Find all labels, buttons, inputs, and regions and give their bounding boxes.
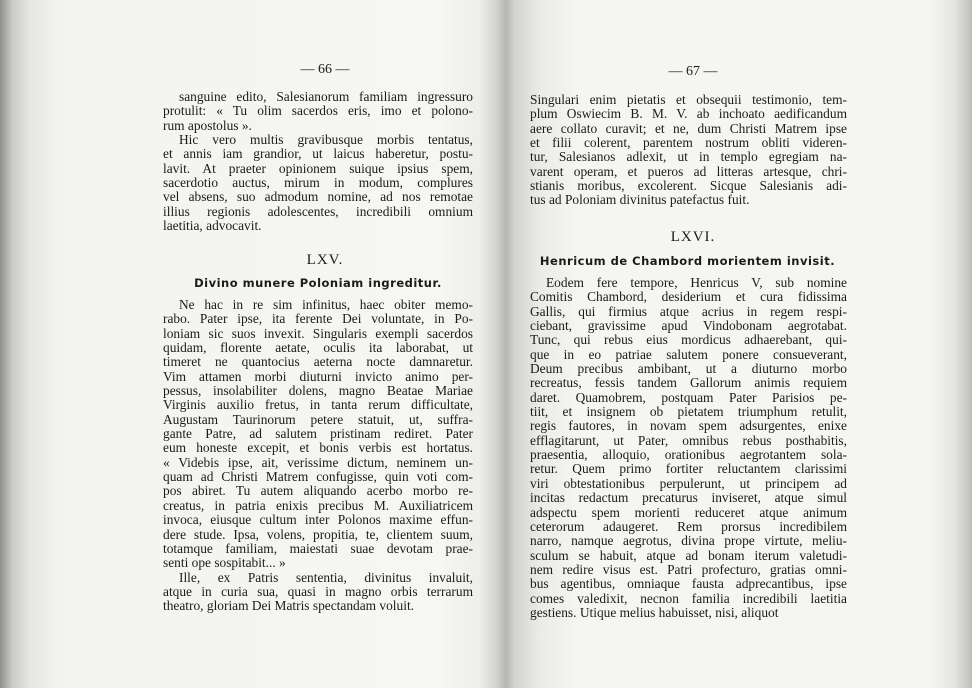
text-line: protulit: « Tu olim sacerdos eris, imo et polono- bbox=[163, 103, 473, 119]
text-line: incitas redactum precaturus inviseret, atque simul bbox=[530, 490, 847, 506]
text-line: tiit, et insignem ob pietatem triumphum retulit, bbox=[530, 404, 847, 420]
text-line: Tunc, qui rebus eius mordicus adhaerebant, qui- bbox=[530, 332, 847, 348]
text-line: rabo. Pater ipse, ita ferente Dei voluntate, in Po- bbox=[163, 311, 473, 327]
text-line: quidam, florente aetate, oculis ita laborabat, ut bbox=[163, 340, 473, 356]
chapter-number: LXVI. bbox=[670, 229, 716, 245]
text-line: pessus, insolabiliter dolens, magno Beatae Mariae bbox=[163, 383, 473, 399]
text-block bbox=[163, 90, 473, 233]
text-line: illius regionis adolescentes, incredibili omnium bbox=[163, 203, 473, 219]
text-line: Gallis, qui firmius atque acrius in regem respi- bbox=[530, 303, 847, 319]
text-line: rum apostolus ». bbox=[163, 117, 252, 133]
text-line: daret. Quamobrem, postquam Pater Parisios pe- bbox=[530, 389, 847, 405]
text-line: stianis moribus, excolerent. Sicque Salesianis adi- bbox=[530, 178, 847, 194]
text-line: regis fautores, in novam spem adsurgentes, enixe bbox=[530, 418, 847, 434]
text-line: Augustam Taurinorum petere statuit, ut, suffra- bbox=[163, 411, 473, 427]
text-line: senti ope sospitabit... » bbox=[163, 555, 286, 571]
text-line: gestiens. Utique melius habuisset, nisi, aliquot bbox=[530, 604, 779, 620]
text-line: dere stude. Ipsa, volens, propitia, te, clientem suum, bbox=[163, 526, 473, 542]
text-line: Ille, ex Patris sententia, divinitus invaluit, bbox=[179, 569, 473, 585]
text-line: vel absens, suo admodum nomine, ad nos remotae bbox=[163, 189, 473, 205]
text-block bbox=[530, 276, 847, 620]
text-line: invoca, eiusque cultum inter Polonos maxime effun- bbox=[163, 512, 473, 528]
text-line: efflagitarunt, ut Pater, omnibus rebus posthabitis, bbox=[530, 432, 847, 448]
text-line: creatus, in patria enixis precibus M. Auxiliatricem bbox=[163, 497, 473, 513]
text-line: Vim attamen morbi diuturni invicto animo per- bbox=[163, 368, 473, 384]
text-line: loniam sic suos invexit. Singularis exempli sacerdos bbox=[163, 325, 473, 341]
text-block bbox=[163, 298, 473, 614]
text-line: retur. Quem primo fortiter reluctantem clarissimi bbox=[530, 461, 847, 477]
text-line: comes valedixit, necnon familia incredibili laetitia bbox=[530, 590, 847, 606]
text-line: sculum se habuit, atque ad bonam iterum valetudi- bbox=[530, 547, 847, 563]
text-line: Ne hac in re sim infinitus, haec obiter memo- bbox=[179, 297, 473, 312]
chapter-title: Divino munere Poloniam ingreditur. bbox=[194, 276, 442, 290]
text-block bbox=[530, 93, 847, 208]
text-line: ciebant, gravissime apud Vindobonam aegrotabat. bbox=[530, 318, 847, 334]
text-line: et filii colerent, parentem nostrum obliti videren- bbox=[530, 135, 847, 151]
text-line: Singulari enim pietatis et obsequii testimonio, tem- bbox=[530, 92, 847, 107]
text-line: laetitia, advocavit. bbox=[163, 218, 262, 234]
text-line: praesentia, alloquio, orationibus aegrotantem sola- bbox=[530, 447, 847, 463]
text-line: quam ad Christi Matrem confugisse, quin voti com- bbox=[163, 469, 473, 485]
text-line: theatro, gloriam Dei Matris spectandam voluit. bbox=[163, 598, 415, 614]
text-line: et annis iam grandior, ut laicus haberetur, postu- bbox=[163, 146, 473, 162]
text-line: atque in curia sua, quasi in magno orbis terrarum bbox=[163, 583, 473, 599]
text-line: eum honeste excepit, et bonis verbis est hortatus. bbox=[163, 440, 473, 456]
page-number: — 66 — bbox=[300, 62, 350, 77]
text-line: adspectu spem morienti reduceret atque animum bbox=[530, 504, 847, 520]
text-line: aere collato curavit; et ne, dum Christi Matrem ipse bbox=[530, 120, 847, 136]
text-line: Virginis auxilio fretus, in tanta rerum difficultate, bbox=[163, 397, 473, 413]
chapter-number: LXV. bbox=[306, 252, 344, 268]
text-line: pos abiret. Tu autem aliquando acerbo morbo re- bbox=[163, 483, 473, 499]
text-line: Deum precibus ambibant, ut a diuturno morbo bbox=[530, 361, 847, 377]
text-line: sacerdotio auctus, mirum in modum, complures bbox=[163, 175, 473, 191]
text-line: lavit. At praeter opinionem suique ipsius spem, bbox=[163, 160, 473, 176]
text-line: bus agentibus, omniaque fausta adprecantibus, ipse bbox=[530, 576, 847, 592]
text-line: Hic vero multis gravibusque morbis tentatus, bbox=[179, 132, 473, 148]
text-line: plum Oswiecim B. M. V. ab inchoato aedificandum bbox=[530, 106, 847, 122]
text-line: narro, namque aegrotus, divina prope virtute, meliu- bbox=[530, 533, 847, 549]
text-line: tur, Salesianos adlexit, ut in templo egregiam na- bbox=[530, 149, 847, 165]
text-line: Eodem fere tempore, Henricus V, sub nomine bbox=[546, 275, 847, 290]
page-number: — 67 — bbox=[668, 64, 718, 79]
text-line: sanguine edito, Salesianorum familiam ingressuro bbox=[179, 89, 473, 104]
text-line: que in eo patriae salutem ponere consueverant, bbox=[530, 346, 847, 362]
text-line: gante Patre, ad salutem pristinam rediret. Pater bbox=[163, 426, 473, 442]
text-line: tus ad Poloniam divinitus patefactus fuit. bbox=[530, 192, 750, 208]
chapter-title: Henricum de Chambord morientem invisit. bbox=[539, 254, 836, 268]
text-line: « Videbis ipse, ait, verissime dictum, neminem un- bbox=[163, 454, 473, 470]
text-line: ceterorum adaugeret. Rem prorsus incredibilem bbox=[530, 518, 847, 534]
text-line: varent operam, et pueros ad litteras artesque, chri- bbox=[530, 163, 847, 179]
text-line: recreatus, fessis tandem Gallorum animis requiem bbox=[530, 375, 847, 391]
page-67 bbox=[505, 0, 972, 688]
text-line: timeret ne quantocius aeterna nocte damnaretur. bbox=[163, 354, 473, 370]
text-line: viri obtestationibus perpulerunt, ut principem ad bbox=[530, 475, 847, 491]
text-line: nem redire visus est. Patri profecturo, gratias omni- bbox=[530, 561, 847, 577]
text-line: totamque familiam, maiestati suae devotam prae- bbox=[163, 540, 473, 556]
text-line: Comitis Chambord, desiderium et cura fidissima bbox=[530, 289, 847, 305]
